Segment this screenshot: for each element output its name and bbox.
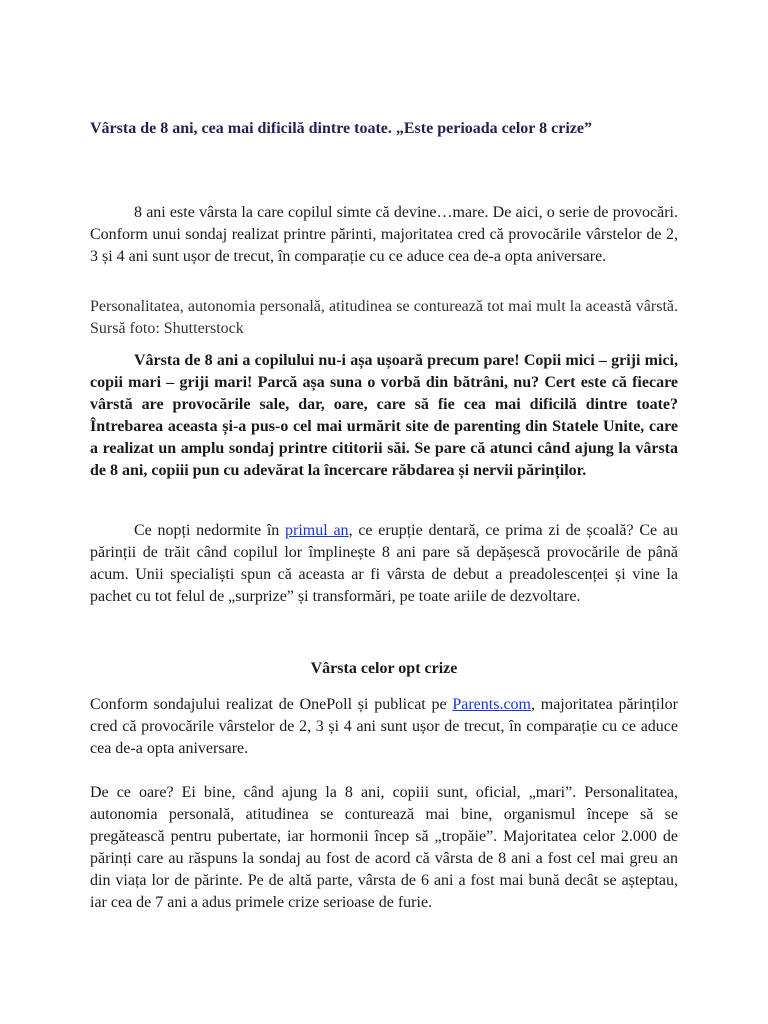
paragraph-text: Conform sondajului realizat de OnePoll și publicat pe [90, 696, 453, 713]
section-heading: Vârsta celor opt crize [310, 660, 458, 677]
paragraph-why: De ce oare? Ei bine, când ajung la 8 ani, copiii sunt, oficial, „mari”. Personalitatea, autonomia personală, atitudinea se conturează mai bine, organismul începe să se pregătească pentru pubertate, iar hormonii încep să „tropăie”. Majoritatea celor 2.000 de părinți care au răspuns la sondaj au fost de acord că vârsta de 8 ani a fost cel mai greu an din viața lor de părinte. Pe de altă parte, vârsta de 6 ani a fost mai bună decât se așteptau, iar cea de 7 ani a adus primele crize serioase de furie. [90, 784, 678, 911]
intro-paragraph: 8 ani este vârsta la care copilul simte că devine…mare. De aici, o serie de provocări. Conform unui sondaj realizat printre părinti, majoritatea cred că provocările vârstelor de 2, 3 și 4 ani sunt ușor de trecut, în comparație cu ce aduce cea de-a opta aniversare. [90, 204, 678, 265]
paragraph-first-year [90, 520, 678, 608]
image-caption: Personalitatea, autonomia personală, atitudinea se conturează tot mai mult la această vârstă. Sursă foto: Shutterstock [90, 298, 678, 337]
paragraph-text: Ce nopți nedormite în [134, 522, 286, 539]
paragraph-text: , ce erupție dentară, ce prima zi de școală? Ce au părinții de trăit când copilul lor împlinește 8 ani pare să depășescă provocările de până acum. Unii specialiști spun că aceasta ar fi vârsta de debut a preadolescenței și vine la pachet cu tot felul de „surprize” și transformări, pe toate ariile de dezvoltare. [90, 522, 679, 605]
paragraph-survey [90, 694, 678, 760]
article-title: Vârsta de 8 ani, cea mai dificilă dintre toate. „Este perioada celor 8 crize” [90, 120, 592, 137]
link-primul-an[interactable]: primul an [285, 522, 349, 539]
link-parents-com[interactable]: Parents.com [452, 696, 531, 713]
lead-paragraph: Vârsta de 8 ani a copilului nu-i așa ușoară precum pare! Copii mici – griji mici, copii mari – griji mari! Parcă așa suna o vorbă din bătrâni, nu? Cert este că fiecare vârstă are provocările sale, dar, oare, care să fie cea mai dificilă dintre toate? Întrebarea aceasta și-a pus-o cel mai urmărit site de parenting din Statele Unite, care a realizat un amplu sondaj printre cititorii săi. Se pare că atunci când ajung la vârsta de 8 ani, copiii pun cu adevărat la încercare răbdarea și nervii părinților. [90, 352, 678, 479]
paragraph-text: , majoritatea părinților cred că provocările vârstelor de 2, 3 și 4 ani sunt ușor de trecut, în comparație cu ce aduce cea de-a opta aniversare. [90, 696, 678, 757]
